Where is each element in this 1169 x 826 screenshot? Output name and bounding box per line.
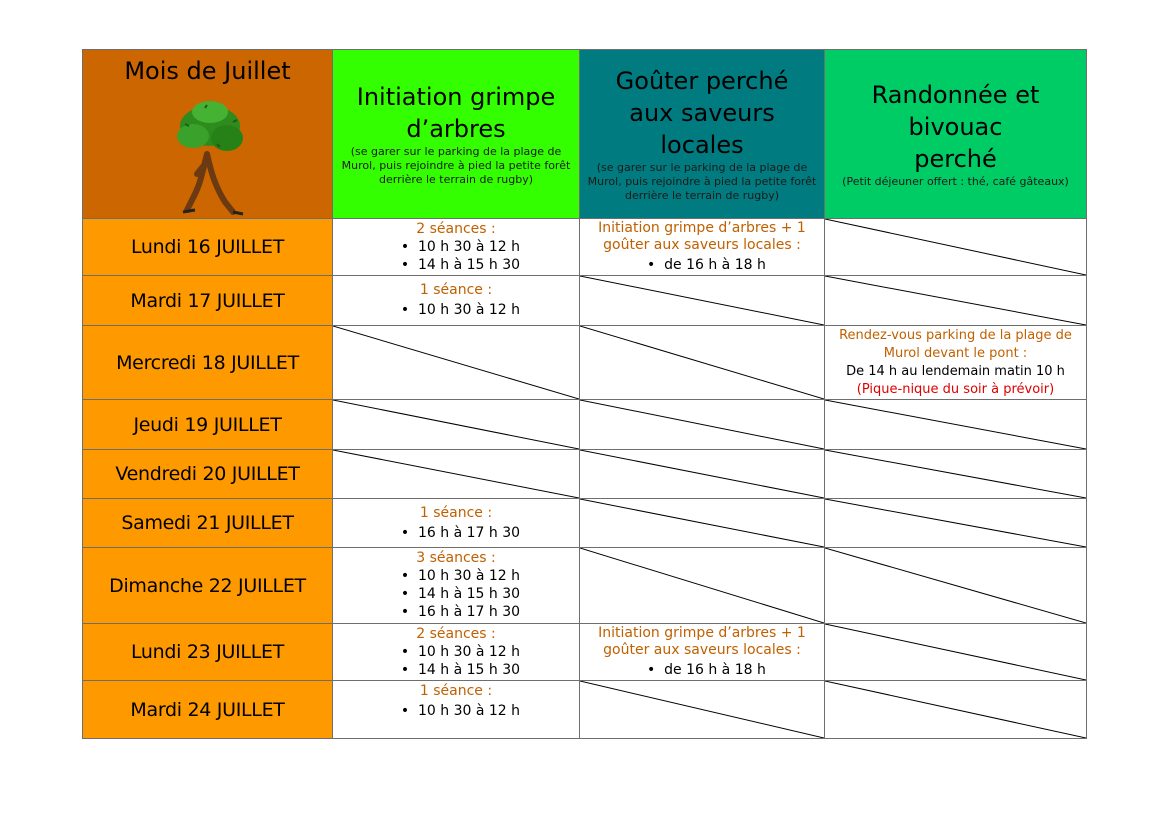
day-label: Dimanche 22 JUILLET (109, 574, 306, 597)
empty-cell (825, 681, 1087, 739)
rdv-picnic-note: (Pique-nique du soir à prévoir) (856, 381, 1055, 397)
col-b-title: Goûter perché aux saveurs locales (615, 67, 789, 159)
day-label: Samedi 21 JUILLET (121, 512, 294, 534)
schedule-table (82, 49, 1087, 739)
empty-cell (580, 499, 825, 548)
session-title: 1 séance : (419, 282, 493, 298)
day-cell (83, 548, 333, 624)
time-item: • 10 h 30 à 12 h (400, 703, 521, 719)
time-item: • 16 h à 17 h 30 (400, 524, 521, 541)
time-list (392, 643, 520, 679)
bivouac-cell (825, 326, 1087, 400)
day-cell (83, 624, 333, 681)
empty-cell (825, 499, 1087, 548)
time-item: • 10 h 30 à 12 h (400, 568, 521, 584)
col-c-title: Randonnée et bivouac perché (871, 81, 1040, 173)
empty-cell (580, 276, 825, 326)
empty-cell (580, 326, 825, 400)
tree-illustration (155, 94, 265, 219)
time-list (392, 238, 520, 274)
time-item: • 16 h à 17 h 30 (400, 604, 521, 620)
day-label: Lundi 16 JUILLET (130, 236, 285, 258)
day-cell (83, 219, 333, 276)
session-cell (333, 219, 580, 276)
empty-cell (333, 326, 580, 400)
empty-cell (825, 276, 1087, 326)
empty-cell (825, 400, 1087, 450)
time-item: • 10 h 30 à 12 h (400, 238, 521, 255)
goûter-cell (580, 624, 825, 681)
table-row (83, 499, 1087, 548)
session-cell (333, 499, 580, 548)
empty-cell (580, 681, 825, 739)
session-title: 2 séances : (416, 625, 496, 642)
day-cell (83, 681, 333, 739)
time-item: • 14 h à 15 h 30 (400, 661, 521, 678)
time-item: • 10 h 30 à 12 h (400, 302, 521, 318)
time-list (392, 567, 520, 621)
goûter-cell (580, 219, 825, 276)
session-title: 1 séance : (419, 683, 493, 699)
time-item: • de 16 h à 18 h (647, 662, 766, 678)
header-row (83, 50, 1087, 219)
day-cell (83, 400, 333, 450)
empty-cell (333, 400, 580, 450)
col-a-title: Initiation grimpe d’arbres (356, 83, 556, 143)
session-title: 1 séance : (419, 504, 493, 521)
col-c-note: (Petit déjeuner offert : thé, café gâteaux) (842, 175, 1069, 188)
time-item: • 10 h 30 à 12 h (400, 643, 521, 660)
day-label: Jeudi 19 JUILLET (133, 413, 282, 436)
day-cell (83, 276, 333, 326)
empty-cell (580, 450, 825, 499)
table-row (83, 681, 1087, 739)
empty-cell (333, 450, 580, 499)
table-row (83, 400, 1087, 450)
session-title: 3 séances : (416, 550, 496, 566)
empty-cell (580, 400, 825, 450)
day-cell (83, 326, 333, 400)
day-label: Mercredi 18 JUILLET (116, 351, 299, 374)
empty-cell (580, 548, 825, 624)
table-row (83, 548, 1087, 624)
session-title: Initiation grimpe d’arbres + 1 goûter aux saveurs locales : (598, 625, 806, 658)
table-row (83, 624, 1087, 681)
time-item: • de 16 h à 18 h (647, 257, 766, 273)
empty-cell (825, 624, 1087, 681)
day-label: Mardi 24 JUILLET (130, 698, 285, 721)
month-header-cell (83, 50, 333, 219)
rdv-meeting-point: Rendez-vous parking de la plage de Murol devant le pont : (839, 327, 1072, 361)
session-title: Initiation grimpe d’arbres + 1 goûter aux saveurs locales : (598, 220, 806, 253)
header-col-b (580, 50, 825, 219)
header-col-c (825, 50, 1087, 219)
day-label: Mardi 17 JUILLET (130, 289, 285, 312)
time-item: • 14 h à 15 h 30 (400, 586, 521, 602)
table-row (83, 326, 1087, 400)
time-list (392, 702, 520, 720)
header-col-a (333, 50, 580, 219)
day-cell (83, 499, 333, 548)
day-cell (83, 450, 333, 499)
table-row (83, 276, 1087, 326)
time-list (392, 301, 520, 319)
time-list (638, 256, 766, 274)
time-list (638, 661, 766, 679)
col-b-note: (se garer sur le parking de la plage de Murol, puis rejoindre à pied la petite forêt derrière le terrain de rugby) (587, 161, 817, 202)
rdv-hours: De 14 h au lendemain matin 10 h (846, 363, 1065, 379)
session-cell (333, 276, 580, 326)
day-label: Vendredi 20 JUILLET (115, 463, 300, 485)
table-row (83, 219, 1087, 276)
day-label: Lundi 23 JUILLET (130, 641, 285, 663)
month-title: Mois de Juillet (124, 57, 291, 85)
time-list (392, 524, 520, 542)
empty-cell (825, 450, 1087, 499)
col-a-note: (se garer sur le parking de la plage de Murol, puis rejoindre à pied la petite forêt derrière le terrain de rugby) (341, 145, 571, 186)
empty-cell (825, 219, 1087, 276)
session-cell (333, 548, 580, 624)
time-item: • 14 h à 15 h 30 (400, 256, 521, 273)
session-cell (333, 624, 580, 681)
session-cell (333, 681, 580, 739)
table-row (83, 450, 1087, 499)
session-title: 2 séances : (416, 220, 496, 237)
empty-cell (825, 548, 1087, 624)
